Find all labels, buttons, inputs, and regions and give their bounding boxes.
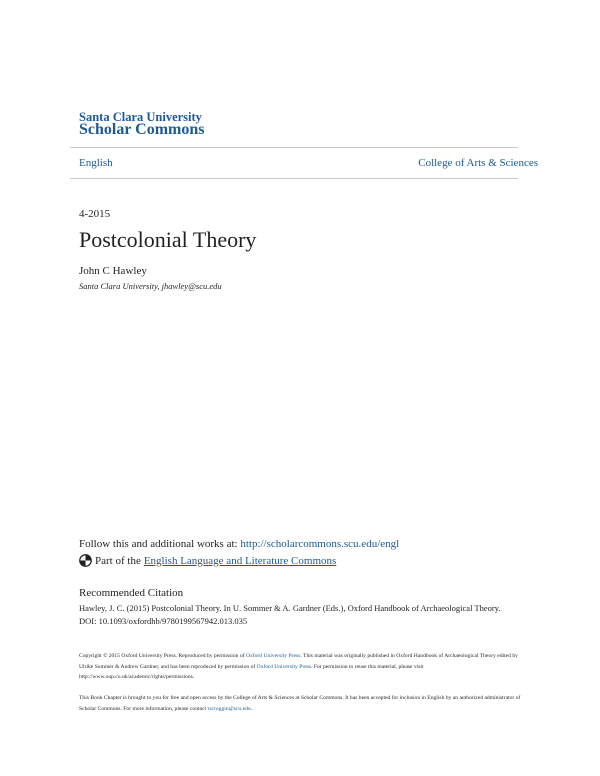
recommended-citation-text: Hawley, J. C. (2015) Postcolonial Theory. In U. Sommer & A. Gardner (Eds.), Oxford Handbook of Archaeological Theory. DOI: 10.1093/oxfordhb/9780199567942.013.035 bbox=[79, 603, 501, 626]
author-affiliation: Santa Clara University, jhawley@scu.edu bbox=[79, 281, 222, 291]
copyright-text-c: . For permission to reuse this material, please visit http://www.oup.co.uk/academic/rights/permissions. bbox=[79, 663, 424, 680]
repository-name[interactable]: Scholar Commons bbox=[79, 121, 205, 138]
discipline-commons-link[interactable]: English Language and Literature Commons bbox=[143, 554, 337, 567]
top-divider bbox=[70, 147, 518, 148]
access-text-b: . bbox=[250, 705, 253, 712]
access-text-a: This Book Chapter is brought to you for free and open access by the College of Arts & Sciences at Scholar Commons. It has been accepted for inclusion in English by an authorized administrator of Scholar Commons. For more information, please contact bbox=[79, 695, 521, 712]
author-name: John C Hawley bbox=[79, 265, 147, 277]
publication-date: 4-2015 bbox=[79, 208, 111, 220]
copyright-text-b: . This material was originally published in Oxford Handbook of Archaeological Theory edited by Ulrike Sommer & Andrew Gardner, and has been reproduced by permission of bbox=[79, 653, 518, 670]
document-title: Postcolonial Theory bbox=[79, 227, 257, 252]
oup-link[interactable]: Oxford University Press bbox=[256, 663, 312, 670]
contact-email-link[interactable]: rscroggin@scu.edu bbox=[207, 705, 251, 712]
department-link[interactable]: English bbox=[79, 157, 113, 169]
university-name: Santa Clara University bbox=[79, 110, 202, 124]
college-link[interactable]: College of Arts & Sciences bbox=[418, 157, 538, 169]
follow-label: Follow this and additional works at: bbox=[79, 538, 238, 550]
header-divider bbox=[70, 178, 518, 179]
copyright-notice bbox=[79, 651, 524, 683]
part-of-label: Part of the bbox=[95, 554, 141, 567]
collection-url-link[interactable]: http://scholarcommons.scu.edu/engl bbox=[240, 538, 400, 550]
recommended-citation-heading: Recommended Citation bbox=[79, 587, 184, 599]
follow-line bbox=[79, 538, 399, 550]
oup-link[interactable]: Oxford University Press bbox=[245, 653, 301, 659]
access-notice bbox=[79, 693, 524, 714]
commons-network-icon bbox=[79, 554, 92, 567]
part-of-line bbox=[79, 554, 336, 567]
copyright-text-a: Copyright © 2015 Oxford University Press. Reproduced by permission of bbox=[79, 653, 245, 659]
